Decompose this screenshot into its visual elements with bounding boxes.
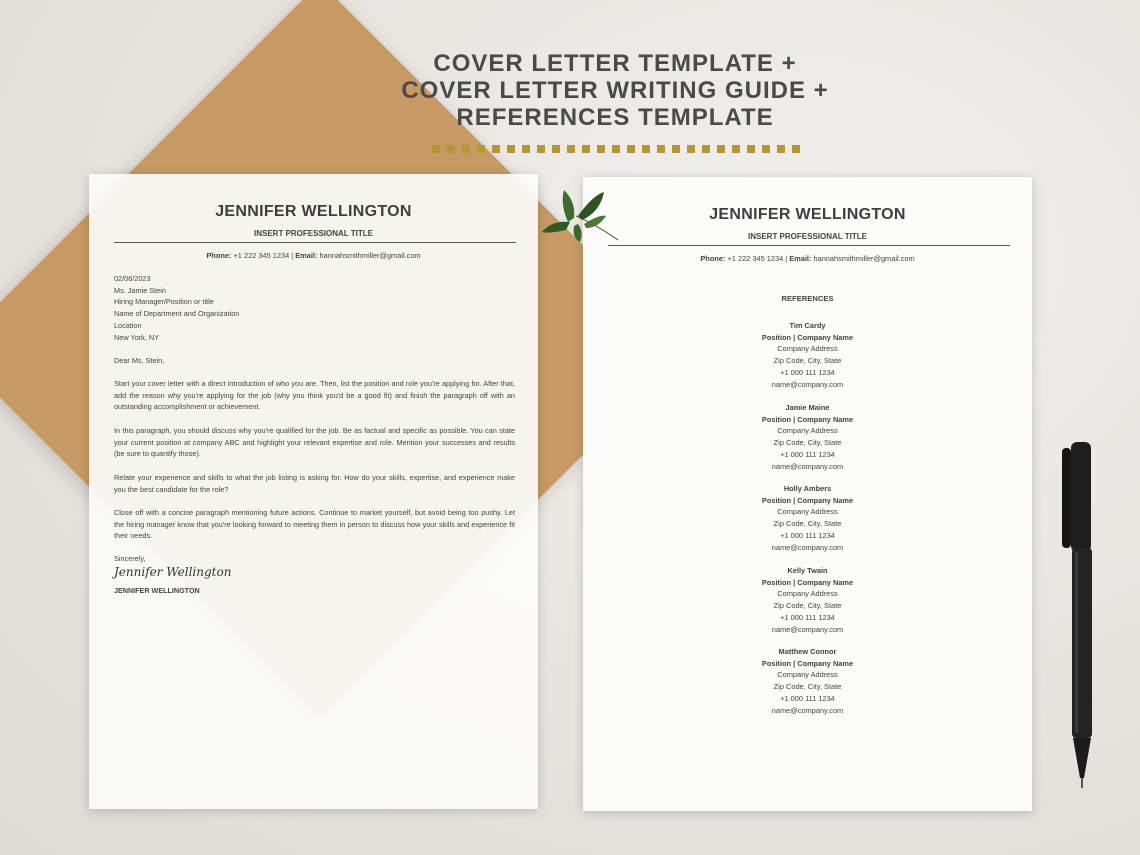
reference-name: Jamie Maine	[785, 403, 830, 412]
phone-value: +1 222 345 1234 |	[727, 254, 788, 263]
header-rule	[114, 242, 516, 243]
address-block	[114, 273, 515, 343]
handwritten-signature: Jennifer Wellington	[114, 565, 232, 579]
reference-address: Company Address	[777, 426, 838, 436]
reference-phone: +1 000 111 1234	[780, 449, 835, 459]
cover-letter-title: INSERT PROFESSIONAL TITLE	[254, 229, 373, 238]
reference-address: Company Address	[777, 507, 838, 517]
recipient-location: Location	[114, 320, 142, 330]
recipient-title: Hiring Manager/Position or title	[114, 297, 214, 307]
reference-zip: Zip Code, City, State	[773, 682, 842, 692]
reference-email: name@company.com	[771, 379, 844, 389]
references-header-rule	[608, 245, 1010, 246]
reference-name: Kelly Twain	[787, 566, 828, 575]
pen-icon	[1058, 442, 1098, 792]
references-title: INSERT PROFESSIONAL TITLE	[748, 232, 867, 241]
reference-entry	[583, 320, 1032, 390]
reference-zip: Zip Code, City, State	[773, 356, 842, 366]
reference-position: Position | Company Name	[761, 658, 854, 668]
headline-line-1: COVER LETTER TEMPLATE +	[433, 50, 797, 77]
references-heading: REFERENCES	[781, 294, 834, 303]
cover-letter-page	[89, 174, 538, 809]
reference-phone: +1 000 111 1234	[780, 530, 835, 540]
letter-date: 02/06/2023	[114, 274, 151, 283]
reference-phone: +1 000 111 1234	[780, 693, 835, 703]
reference-address: Company Address	[777, 344, 838, 354]
email-value: hannahsmithmiller@gmail.com	[813, 254, 915, 263]
reference-name: Holly Ambers	[783, 484, 832, 493]
cover-letter-name: JENNIFER WELLINGTON	[215, 203, 412, 220]
reference-entry	[583, 483, 1032, 553]
paragraph-2-text: In this paragraph, you should discuss why you're qualified for the job. Be as factual and specific as possible. You can state your current position at company ABC and highlight your relevant expertise and role. Mention your successes and results (be sure to quantify those).	[114, 426, 515, 459]
reference-address: Company Address	[777, 589, 838, 599]
reference-position: Position | Company Name	[761, 332, 854, 342]
email-label: Email:	[789, 254, 812, 263]
reference-entry	[583, 402, 1032, 472]
references-contact	[583, 254, 1032, 263]
recipient-name: Ms. Jamie Stein	[114, 285, 166, 295]
paragraph-4-text: Close off with a concise paragraph mentioning future actions. Continue to market yourself, but avoid being too pushy. Let the hiring manager know that you're looking forward to meeting them in person to discuss how your skills and experience fit their needs.	[114, 508, 515, 541]
reference-zip: Zip Code, City, State	[773, 438, 842, 448]
headline	[400, 50, 830, 131]
leaves-icon	[540, 182, 620, 244]
reference-name: Tim Cardy	[789, 321, 826, 330]
closing: Sincerely,	[114, 554, 146, 563]
email-value: hannahsmithmiller@gmail.com	[319, 251, 421, 260]
paragraph-1-text: Start your cover letter with a direct introduction of who you are. Then, list the position and role you're applying for. After that, add the reason why you're applying for the job (why you think you'd be a good fit) and finish the paragraph off with an outstanding accomplishment or achievement.	[114, 379, 515, 412]
reference-email: name@company.com	[771, 461, 844, 471]
headline-line-3: REFERENCES TEMPLATE	[456, 104, 774, 131]
recipient-department: Name of Department and Organization	[114, 309, 240, 319]
reference-position: Position | Company Name	[761, 414, 854, 424]
reference-email: name@company.com	[771, 705, 844, 715]
headline-line-2: COVER LETTER WRITING GUIDE +	[401, 77, 829, 104]
reference-name: Matthew Connor	[778, 647, 837, 656]
reference-position: Position | Company Name	[761, 495, 854, 505]
cover-letter-contact	[89, 251, 538, 260]
reference-zip: Zip Code, City, State	[773, 519, 842, 529]
reference-phone: +1 000 111 1234	[780, 367, 835, 377]
reference-email: name@company.com	[771, 542, 844, 552]
reference-zip: Zip Code, City, State	[773, 601, 842, 611]
reference-email: name@company.com	[771, 624, 844, 634]
reference-entry	[583, 646, 1032, 716]
dotted-divider	[432, 145, 807, 153]
letter-paragraph-1	[114, 378, 515, 413]
recipient-city: New York, NY	[114, 332, 160, 342]
letter-paragraph-4	[114, 507, 515, 542]
paragraph-3-text: Relate your experience and skills to what the job listing is asking for. How do your skills, expertise, and experience make you the best candidate for the role?	[114, 473, 515, 494]
reference-entry	[583, 565, 1032, 635]
phone-label: Phone:	[206, 251, 232, 260]
phone-value: +1 222 345 1234 |	[233, 251, 294, 260]
email-label: Email:	[295, 251, 318, 260]
letter-paragraph-2	[114, 425, 515, 460]
reference-position: Position | Company Name	[761, 577, 854, 587]
references-page	[583, 177, 1032, 811]
references-name: JENNIFER WELLINGTON	[709, 206, 906, 223]
salutation: Dear Ms. Stein,	[114, 356, 165, 365]
phone-label: Phone:	[700, 254, 726, 263]
reference-address: Company Address	[777, 670, 838, 680]
letter-paragraph-3	[114, 472, 515, 495]
signature-name: JENNIFER WELLINGTON	[114, 586, 200, 595]
reference-phone: +1 000 111 1234	[780, 612, 835, 622]
